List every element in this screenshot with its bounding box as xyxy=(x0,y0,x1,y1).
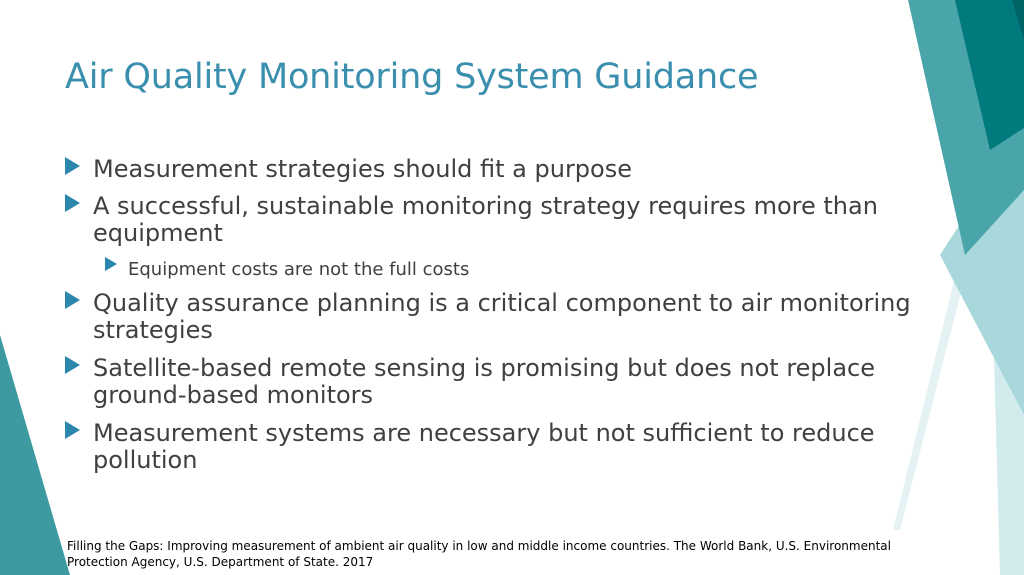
source-footnote: Filling the Gaps: Improving measurement of ambient air quality in low and middle income countries. The World Bank, U.S. Environmental Protection Agency, U.S. Department of State. 2017 xyxy=(67,539,891,569)
bullet-item xyxy=(93,420,923,474)
bullet-text: Measurement systems are necessary but not sufficient to reduce pollution xyxy=(93,419,875,474)
bullet-item xyxy=(93,355,923,409)
bullet-item xyxy=(93,290,923,344)
slide-title: Air Quality Monitoring System Guidance xyxy=(65,57,759,97)
sub-bullet-item xyxy=(128,256,888,283)
triangle-right-icon xyxy=(105,257,117,271)
bullet-text: A successful, sustainable monitoring strategy requires more than equipment xyxy=(93,192,878,247)
triangle-right-icon xyxy=(65,356,80,374)
triangle-right-icon xyxy=(65,194,80,212)
sub-bullet-text: Equipment costs are not the full costs xyxy=(128,259,470,280)
triangle-right-icon xyxy=(65,157,80,175)
bullet-text: Quality assurance planning is a critical component to air monitoring strategies xyxy=(93,289,911,344)
bullet-text: Measurement strategies should fit a purpose xyxy=(93,155,632,183)
left-shape-dark xyxy=(0,335,70,575)
bullet-text: Satellite-based remote sensing is promising but does not replace ground-based monitors xyxy=(93,354,875,409)
triangle-right-icon xyxy=(65,421,80,439)
triangle-right-icon xyxy=(65,291,80,309)
bullet-item xyxy=(93,156,923,183)
bullet-item xyxy=(93,193,923,247)
